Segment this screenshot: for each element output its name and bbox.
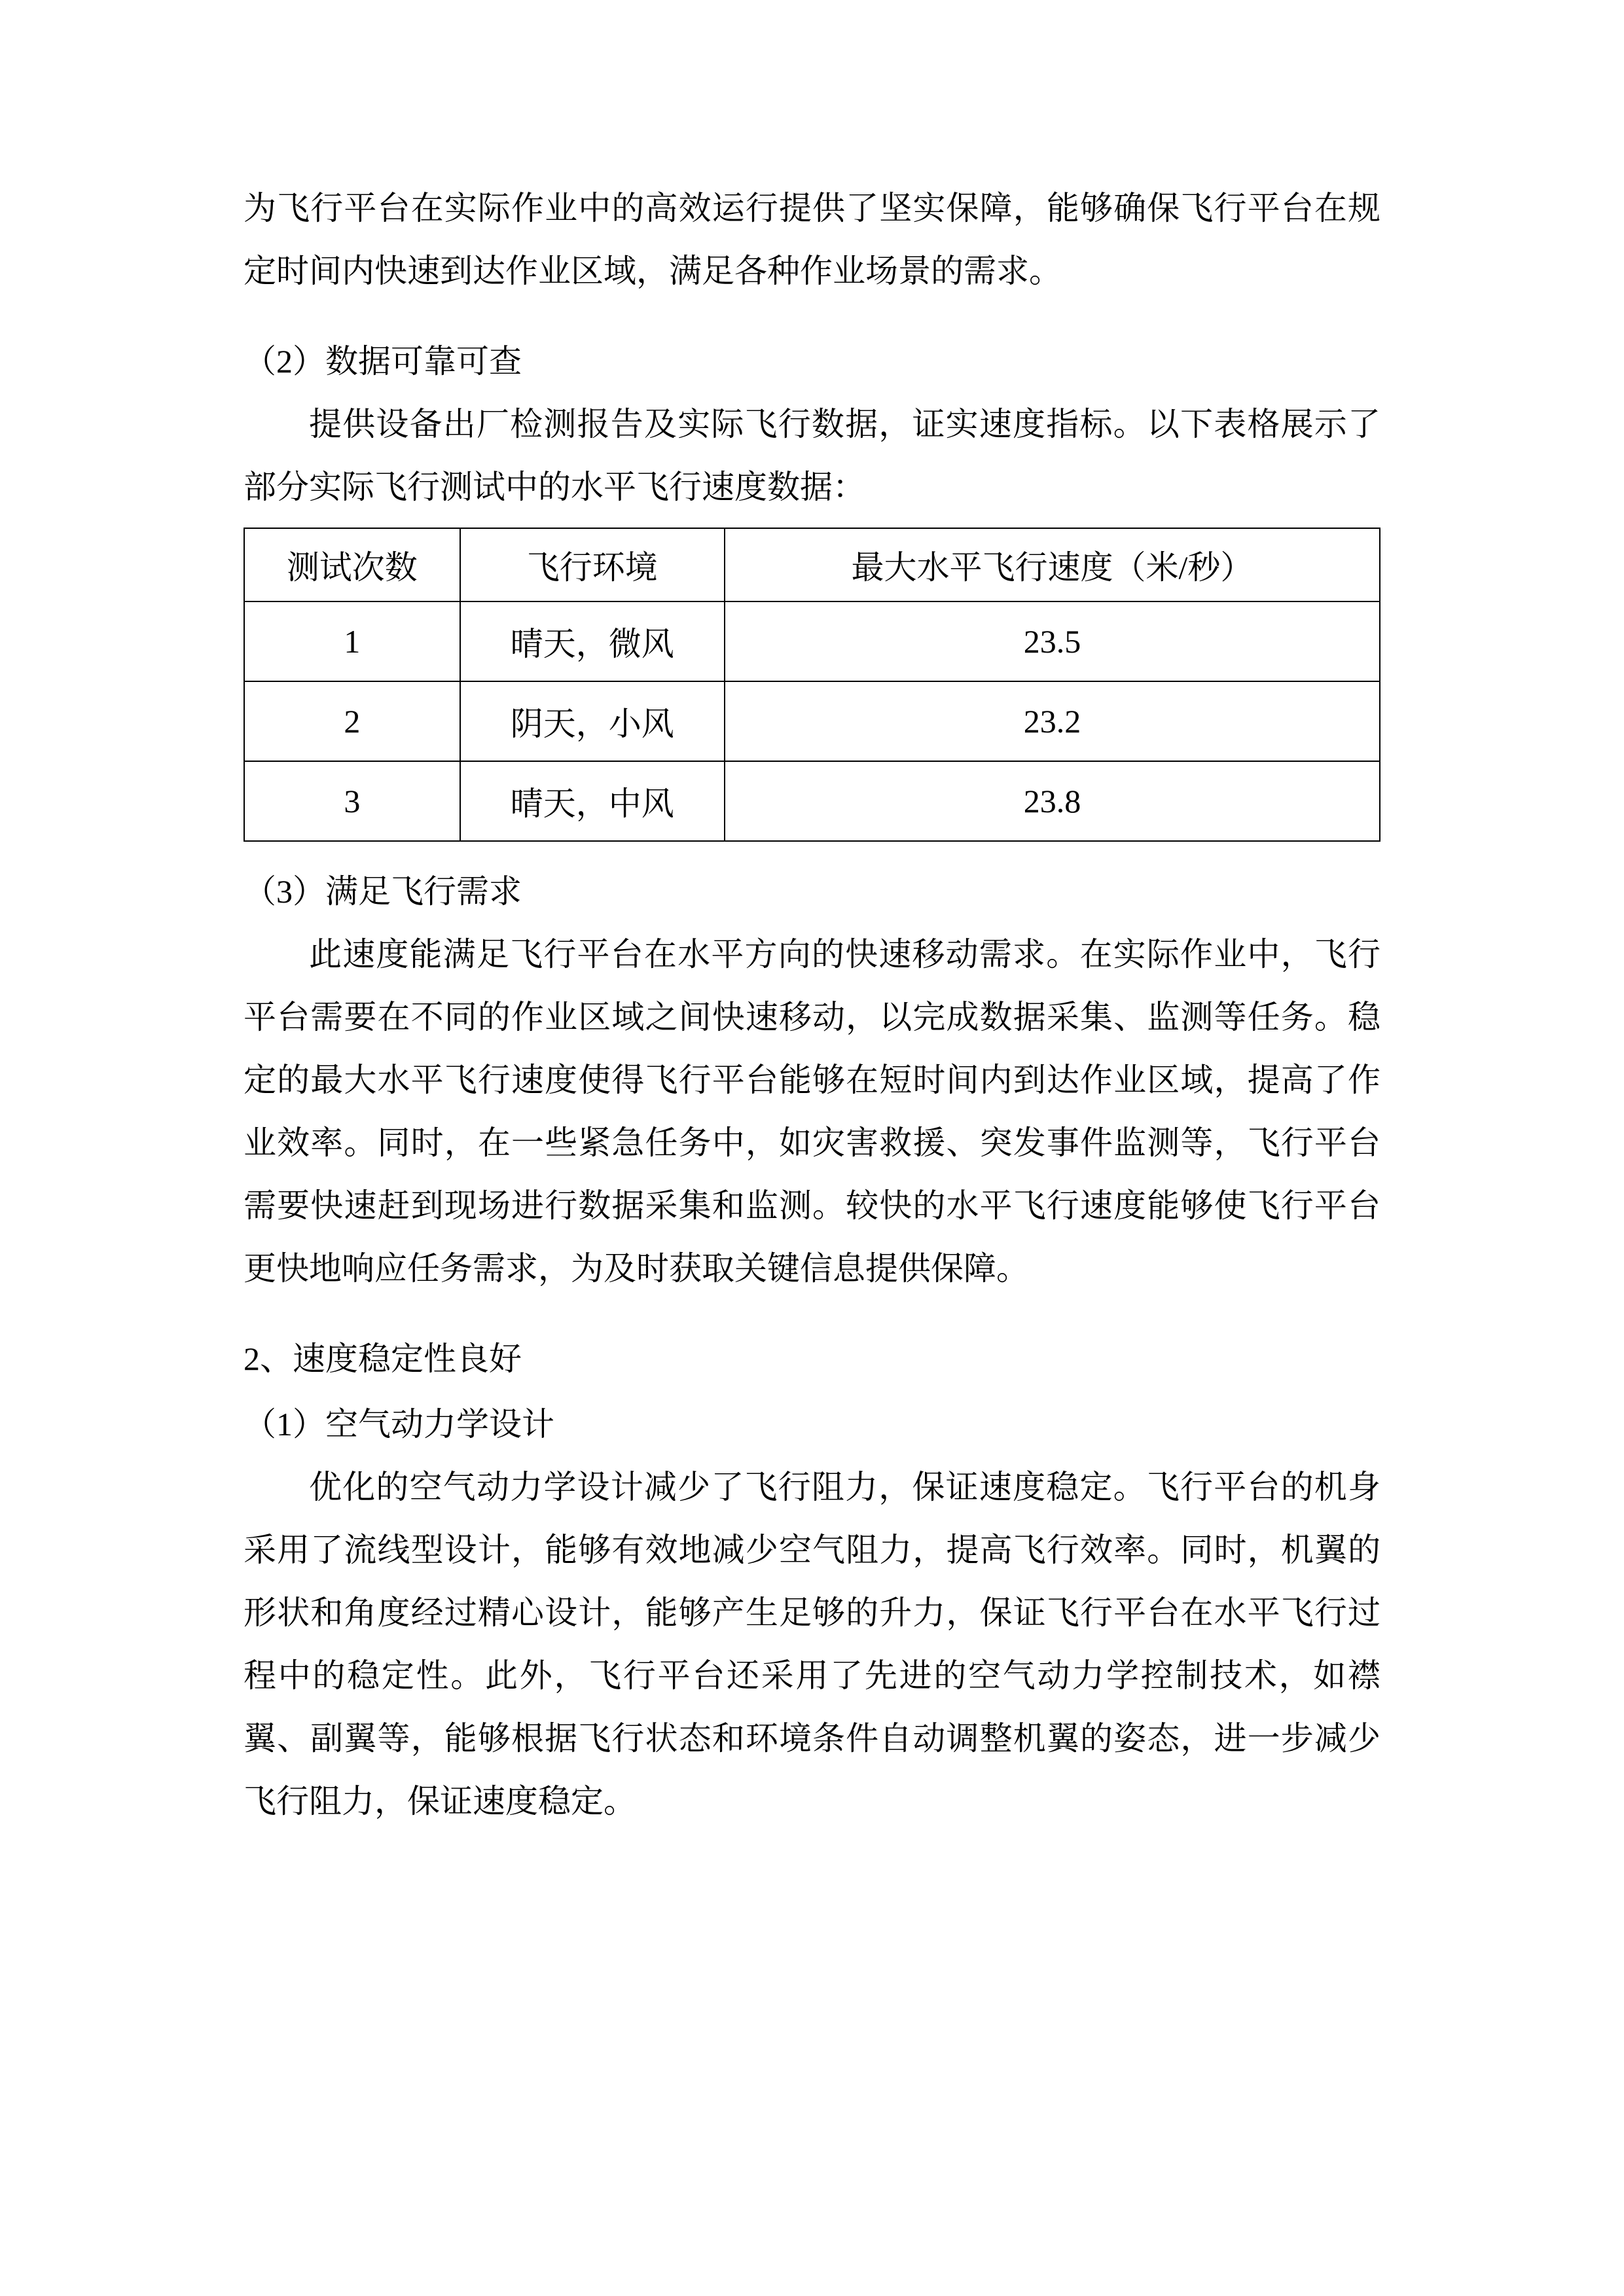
table-cell-max-speed: 23.8 xyxy=(725,761,1380,841)
table-cell-max-speed: 23.5 xyxy=(725,601,1380,681)
table-cell-test-count: 3 xyxy=(244,761,460,841)
table-cell-environment: 晴天，微风 xyxy=(460,601,725,681)
table-row xyxy=(244,761,1380,841)
table-header-max-speed: 最大水平飞行速度（米/秒） xyxy=(725,528,1380,601)
paragraph-flight-need: 此速度能满足飞行平台在水平方向的快速移动需求。在实际作业中，飞行平台需要在不同的作业区域之间快速移动，以完成数据采集、监测等任务。稳定的最大水平飞行速度使得飞行平台能够在短时间内到达作业区域，提高了作业效率。同时，在一些紧急任务中，如灾害救援、突发事件监测等，飞行平台需要快速赶到现场进行数据采集和监测。较快的水平飞行速度能够使飞行平台更快地响应任务需求，为及时获取关键信息提供保障。 xyxy=(244,936,1380,1287)
section-heading-data-reliable: （2）数据可靠可查 xyxy=(244,343,522,380)
flight-speed-table xyxy=(244,528,1380,842)
table-header-environment: 飞行环境 xyxy=(460,528,725,601)
table-header-test-count: 测试次数 xyxy=(244,528,460,601)
table-cell-environment: 阴天，小风 xyxy=(460,681,725,761)
table-cell-environment: 晴天，中风 xyxy=(460,761,725,841)
paragraph-aerodynamics: 优化的空气动力学设计减少了飞行阻力，保证速度稳定。飞行平台的机身采用了流线型设计，能够有效地减少空气阻力，提高飞行效率。同时，机翼的形状和角度经过精心设计，能够产生足够的升力，保证飞行平台在水平飞行过程中的稳定性。此外，飞行平台还采用了先进的空气动力学控制技术，如襟翼、副翼等，能够根据飞行状态和环境条件自动调整机翼的姿态，进一步减少飞行阻力，保证速度稳定。 xyxy=(244,1469,1380,1820)
table-cell-max-speed: 23.2 xyxy=(725,681,1380,761)
table-header-row xyxy=(244,528,1380,601)
table-cell-test-count: 1 xyxy=(244,601,460,681)
paragraph-data-reliable: 提供设备出厂检测报告及实际飞行数据，证实速度指标。以下表格展示了部分实际飞行测试中的水平飞行速度数据： xyxy=(244,406,1380,505)
table-row xyxy=(244,681,1380,761)
section-heading-aerodynamics: （1）空气动力学设计 xyxy=(244,1406,554,1443)
table-cell-test-count: 2 xyxy=(244,681,460,761)
table-row xyxy=(244,601,1380,681)
section-heading-flight-need: （3）满足飞行需求 xyxy=(244,873,522,910)
paragraph-intro: 为飞行平台在实际作业中的高效运行提供了坚实保障，能够确保飞行平台在规定时间内快速到达作业区域，满足各种作业场景的需求。 xyxy=(244,190,1380,289)
section-heading-speed-stability: 2、速度稳定性良好 xyxy=(244,1340,522,1377)
